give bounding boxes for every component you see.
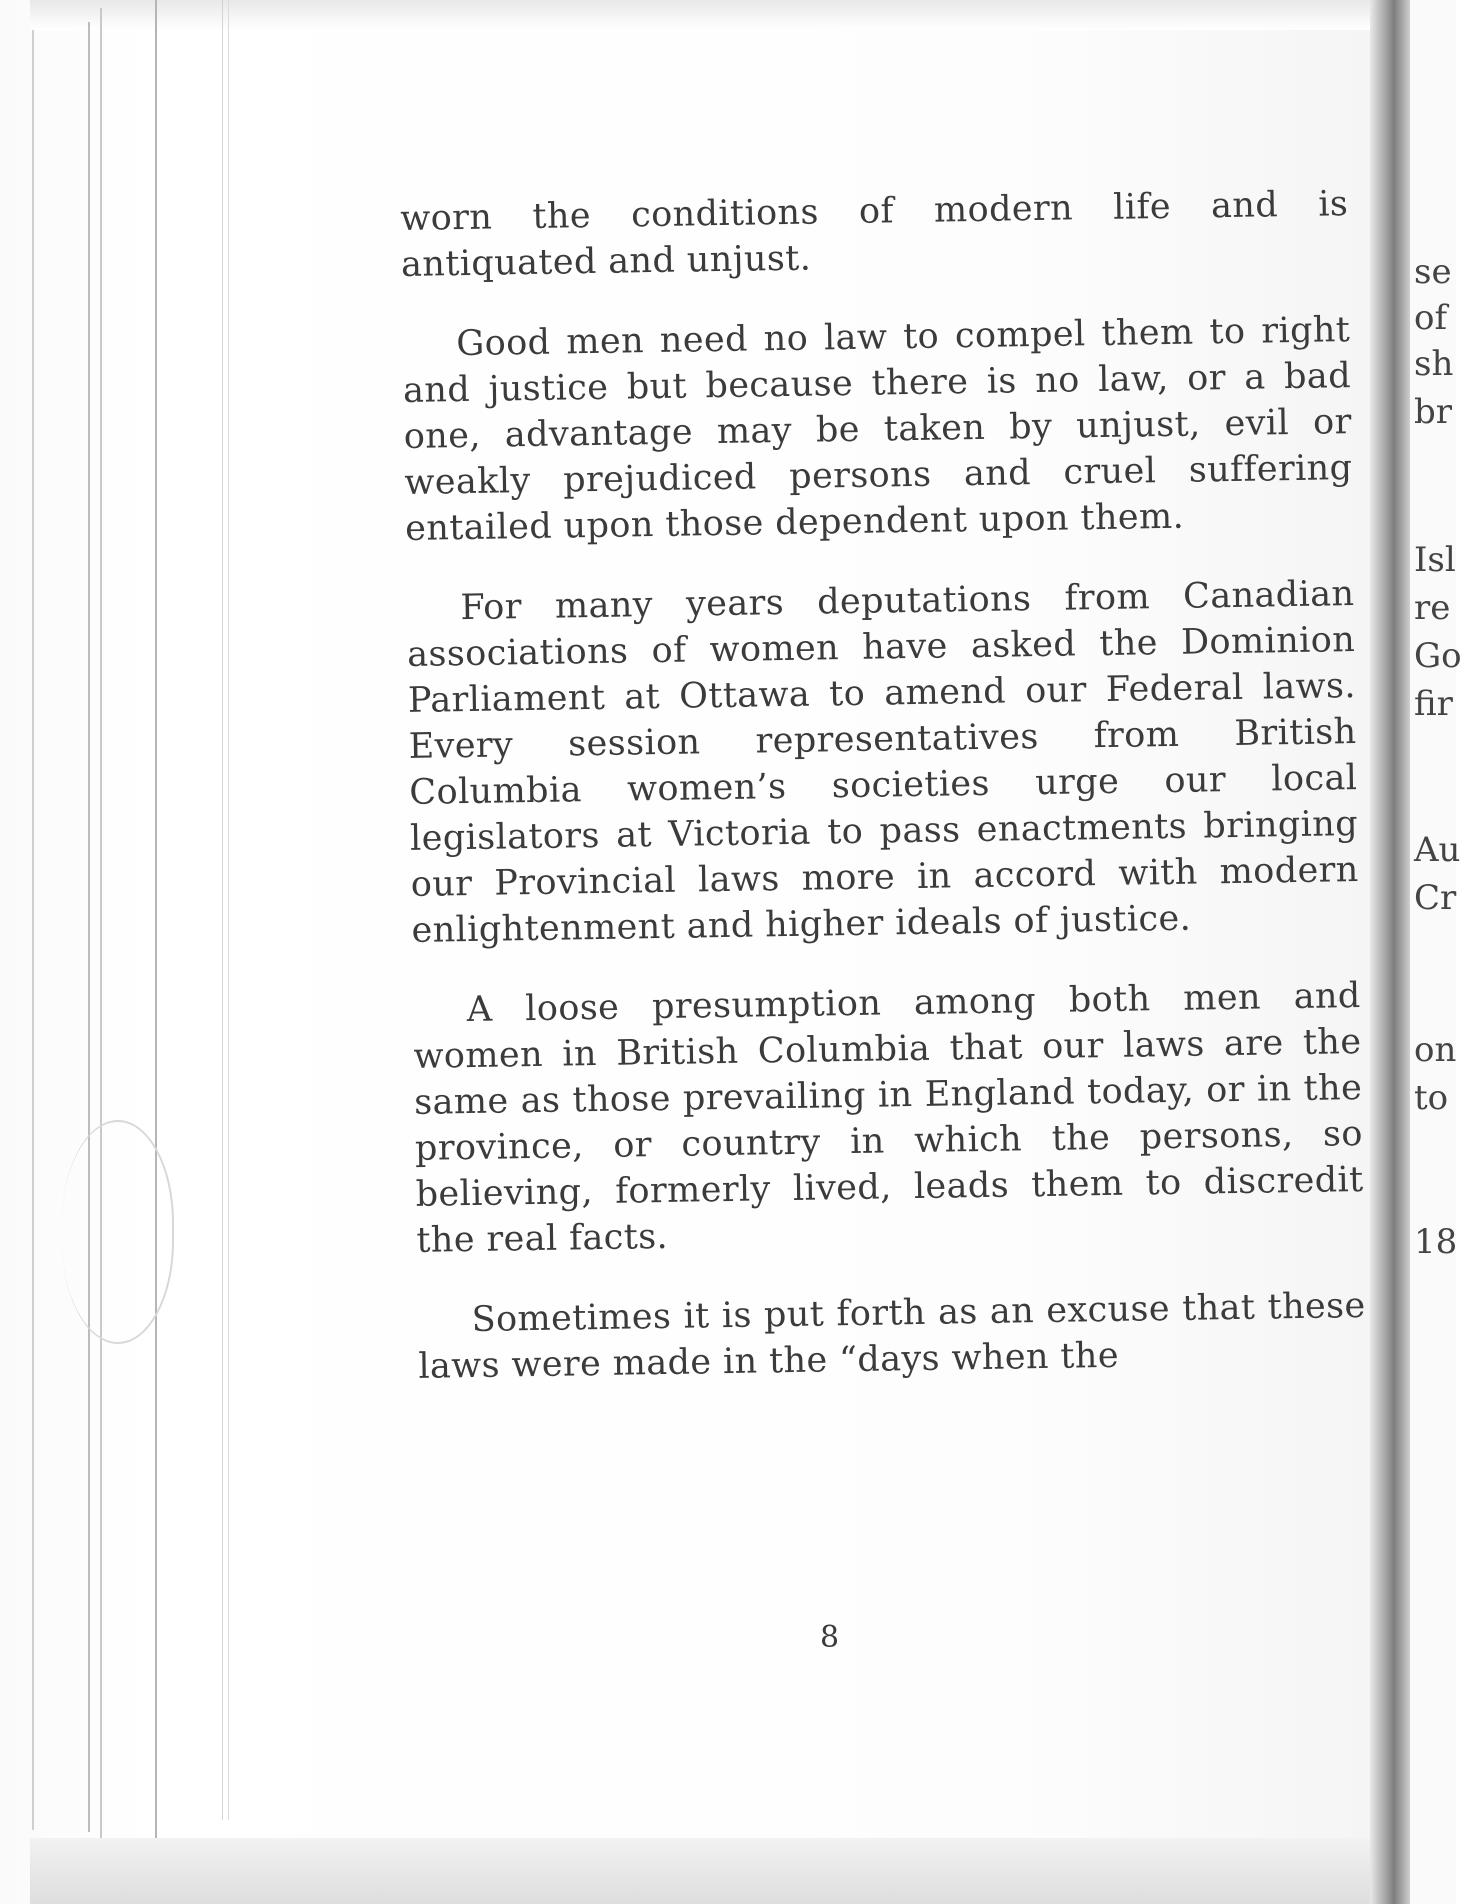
facing-page-fragment: of xyxy=(1414,298,1448,338)
paragraph: Good men need no law to compel them to right and justice but because there is no law, or a bad one, advantage may be taken by unjust, evil or weakly prejudiced persons and cruel suffering entailed upon those dependent upon them. xyxy=(402,310,1353,549)
facing-page-fragment: fir xyxy=(1414,684,1453,724)
page-edge xyxy=(222,0,223,1820)
bottom-page-shadow xyxy=(30,1838,1380,1904)
facing-page-fragment: on xyxy=(1414,1030,1457,1070)
facing-page-fragment: Cr xyxy=(1414,878,1457,918)
book-gutter xyxy=(1370,0,1410,1904)
page-edge xyxy=(155,0,157,1840)
facing-page-fragment: 18 xyxy=(1414,1222,1458,1262)
facing-page-fragment: br xyxy=(1414,392,1453,432)
page-edge xyxy=(228,0,229,1820)
facing-page-fragment: Go xyxy=(1414,636,1462,676)
facing-page-fragment: sh xyxy=(1414,344,1454,384)
facing-page-fragment: Au xyxy=(1414,830,1461,870)
paragraph-continues: Sometimes it is put forth as an excuse that these laws were made in the “days when the xyxy=(418,1285,1366,1387)
facing-page xyxy=(1410,0,1462,1904)
page-number: 8 xyxy=(820,1620,840,1655)
facing-page-fragment: to xyxy=(1414,1078,1449,1118)
facing-page-fragment: re xyxy=(1414,588,1451,628)
page-edge xyxy=(100,8,102,1838)
paragraph-continued: worn the conditions of modern life and is antiquated and unjust. xyxy=(400,184,1349,285)
facing-page-fragment: se xyxy=(1414,252,1452,292)
page-edge xyxy=(32,30,34,1830)
page-edge xyxy=(88,22,90,1832)
top-page-shadow xyxy=(30,0,1380,30)
facing-page-fragment: Isl xyxy=(1414,540,1456,580)
paragraph: A loose presumption among both men and women in British Columbia that our laws are the same as those prevailing in England today, or in the province, or country in which the persons, so believing, formerly lived, leads them to discredit the real facts. xyxy=(413,976,1364,1261)
book-page xyxy=(400,181,1367,1390)
paragraph: For many years deputations from Canadian associations of women have asked the Dominion Parliament at Ottawa to amend our Federal laws. Every session representatives from British Columbia women’s societies urge our local legislators at Victoria to pass enactments bringing our Provincial laws more in accord with modern enlightenment and higher ideals of justice. xyxy=(406,574,1360,951)
library-stamp-mark xyxy=(62,1120,174,1344)
